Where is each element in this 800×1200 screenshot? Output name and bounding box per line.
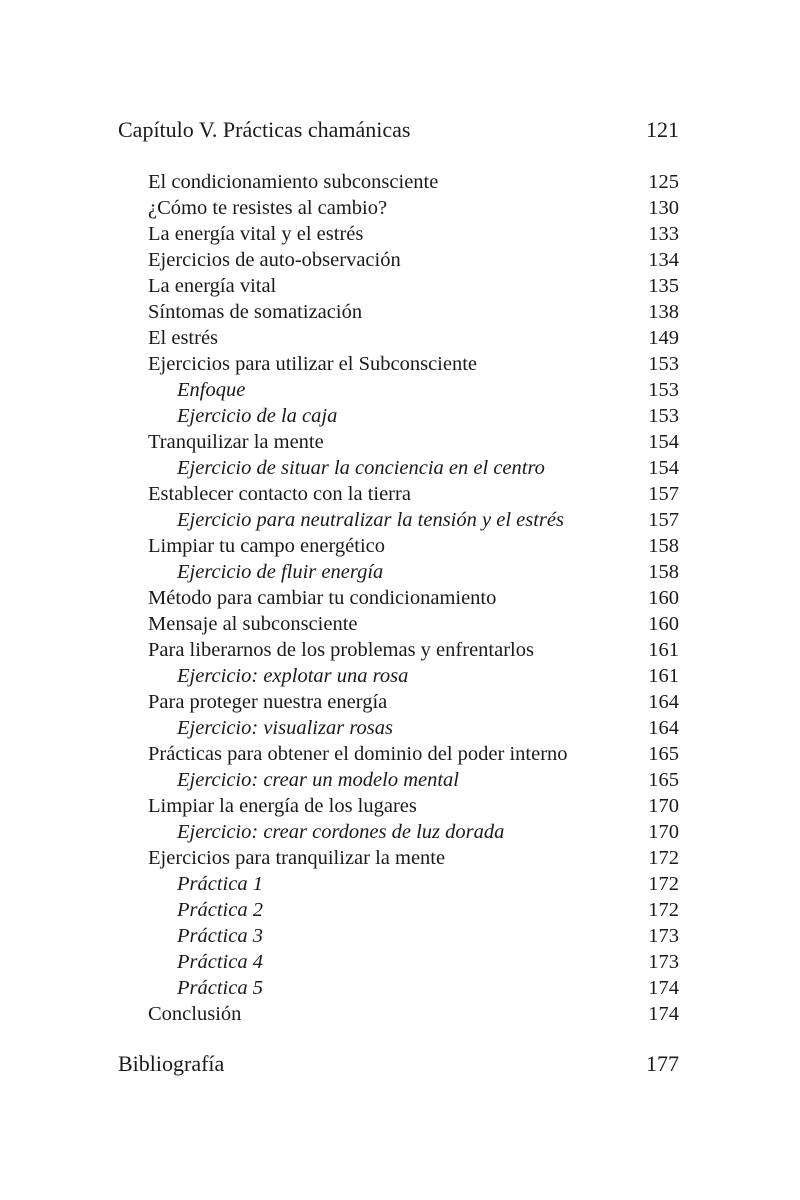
- toc-entry-page: 154: [648, 431, 679, 453]
- toc-entry-page: 125: [648, 171, 679, 193]
- toc-entry-title: Limpiar tu campo energético: [148, 535, 385, 557]
- toc-entry-page: 161: [648, 639, 679, 661]
- toc-subentry: [0, 507, 800, 533]
- toc-entry-title: Ejercicio: explotar una rosa: [177, 665, 409, 687]
- toc-entry: [0, 247, 800, 273]
- toc-entry: [0, 429, 800, 455]
- toc-entry-page: 177: [646, 1051, 679, 1076]
- toc-entry-page: 154: [648, 457, 679, 479]
- toc-entry: [0, 273, 800, 299]
- toc-entry-page: 160: [648, 587, 679, 609]
- toc-entry: [0, 325, 800, 351]
- toc-entry-title: Ejercicios para tranquilizar la mente: [148, 847, 446, 869]
- toc-chapter-entry: [0, 117, 800, 143]
- toc-entry-page: 135: [648, 275, 679, 297]
- toc-subentry: [0, 949, 800, 975]
- toc-entry-page: 130: [648, 197, 679, 219]
- toc-subentry: [0, 559, 800, 585]
- toc-entry: [0, 221, 800, 247]
- toc-entry-title: Tranquilizar la mente: [148, 431, 324, 453]
- toc-entry-title: Ejercicios de auto-observación: [148, 249, 401, 271]
- toc-entry-page: 165: [648, 743, 679, 765]
- toc-entry: [0, 637, 800, 663]
- toc-entry-title: Conclusión: [148, 1003, 242, 1025]
- toc-entry-page: 133: [648, 223, 679, 245]
- toc-entry-title: Práctica 2: [177, 899, 263, 921]
- toc-entry-title: Ejercicio de situar la conciencia en el centro: [177, 457, 545, 479]
- toc-entry-title: Limpiar la energía de los lugares: [148, 795, 417, 817]
- toc-entry: [0, 845, 800, 871]
- toc-entry-title: Ejercicio para neutralizar la tensión y el estrés: [177, 509, 564, 531]
- toc-entry-page: 157: [648, 509, 679, 531]
- toc-entry-title: El condicionamiento subconsciente: [148, 171, 439, 193]
- toc-entry-page: 153: [648, 379, 679, 401]
- toc-entry-title: Práctica 5: [177, 977, 263, 999]
- toc-entry-title: La energía vital: [148, 275, 277, 297]
- toc-entry-page: 157: [648, 483, 679, 505]
- toc-entry-page: 170: [648, 821, 679, 843]
- toc-entry-page: 164: [648, 717, 679, 739]
- toc-entry-page: 153: [648, 405, 679, 427]
- toc-subentry: [0, 455, 800, 481]
- toc-entry-title: Método para cambiar tu condicionamiento: [148, 587, 497, 609]
- toc-subentry: [0, 715, 800, 741]
- toc-entry-page: 158: [648, 561, 679, 583]
- toc-entry-page: 149: [648, 327, 679, 349]
- toc-subentry: [0, 975, 800, 1001]
- toc-subentry: [0, 767, 800, 793]
- toc-entry: [0, 741, 800, 767]
- toc-entry-page: 153: [648, 353, 679, 375]
- toc-entry: [0, 689, 800, 715]
- toc-entry-title: Para liberarnos de los problemas y enfrentarlos: [148, 639, 534, 661]
- toc-entry-page: 165: [648, 769, 679, 791]
- toc-entry: [0, 611, 800, 637]
- toc-entry-title: Ejercicio: visualizar rosas: [177, 717, 393, 739]
- toc-entry-page: 138: [648, 301, 679, 323]
- toc-entry-page: 172: [648, 899, 679, 921]
- toc-entry-title: Práctica 3: [177, 925, 263, 947]
- toc-subentry: [0, 819, 800, 845]
- toc-entry-title: Ejercicio de la caja: [177, 405, 338, 427]
- toc-entry-title: Ejercicio: crear un modelo mental: [177, 769, 459, 791]
- toc-entry-page: 164: [648, 691, 679, 713]
- toc-entry: [0, 585, 800, 611]
- toc-entry-page: 173: [648, 951, 679, 973]
- toc-entry-page: 161: [648, 665, 679, 687]
- toc-entry-title: Ejercicio: crear cordones de luz dorada: [177, 821, 505, 843]
- toc-entry: [0, 481, 800, 507]
- toc-entry-title: Capítulo V. Prácticas chamánicas: [118, 117, 411, 142]
- toc-entry-page: 173: [648, 925, 679, 947]
- toc-entry-page: 172: [648, 873, 679, 895]
- toc-entry-title: Ejercicios para utilizar el Subconsciente: [148, 353, 478, 375]
- toc-entry-title: Ejercicio de fluir energía: [177, 561, 384, 583]
- toc-entry-page: 174: [648, 977, 679, 999]
- toc-entry: [0, 195, 800, 221]
- toc-subentry: [0, 897, 800, 923]
- toc-entry-page: 172: [648, 847, 679, 869]
- toc-entry-title: Práctica 1: [177, 873, 263, 895]
- toc-subentry: [0, 923, 800, 949]
- toc-entry-title: Práctica 4: [177, 951, 263, 973]
- toc-subentry: [0, 377, 800, 403]
- toc-bibliography-entry: [0, 1051, 800, 1077]
- toc-entry: [0, 793, 800, 819]
- toc-entry-title: El estrés: [148, 327, 219, 349]
- toc-entry-title: Bibliografía: [118, 1051, 225, 1076]
- toc-subentry: [0, 663, 800, 689]
- toc-subentry: [0, 403, 800, 429]
- toc-entry-title: Para proteger nuestra energía: [148, 691, 388, 713]
- toc-entry-title: La energía vital y el estrés: [148, 223, 364, 245]
- toc-entry-title: Síntomas de somatización: [148, 301, 363, 323]
- toc-entry: [0, 533, 800, 559]
- toc-entry: [0, 299, 800, 325]
- toc-entry-title: Enfoque: [177, 379, 246, 401]
- toc-entry-page: 121: [646, 117, 679, 142]
- toc-entry-title: Establecer contacto con la tierra: [148, 483, 411, 505]
- toc-entry: [0, 1001, 800, 1027]
- toc-entry-title: Mensaje al subconsciente: [148, 613, 358, 635]
- toc-entry-page: 160: [648, 613, 679, 635]
- toc-entry-page: 170: [648, 795, 679, 817]
- toc-entry-title: Prácticas para obtener el dominio del poder interno: [148, 743, 568, 765]
- toc-entry-page: 174: [648, 1003, 679, 1025]
- toc-subentry: [0, 871, 800, 897]
- toc-entry: [0, 351, 800, 377]
- toc-entry-page: 158: [648, 535, 679, 557]
- toc-entry-title: ¿Cómo te resistes al cambio?: [148, 197, 388, 219]
- toc-entry: [0, 169, 800, 195]
- toc-entry-page: 134: [648, 249, 679, 271]
